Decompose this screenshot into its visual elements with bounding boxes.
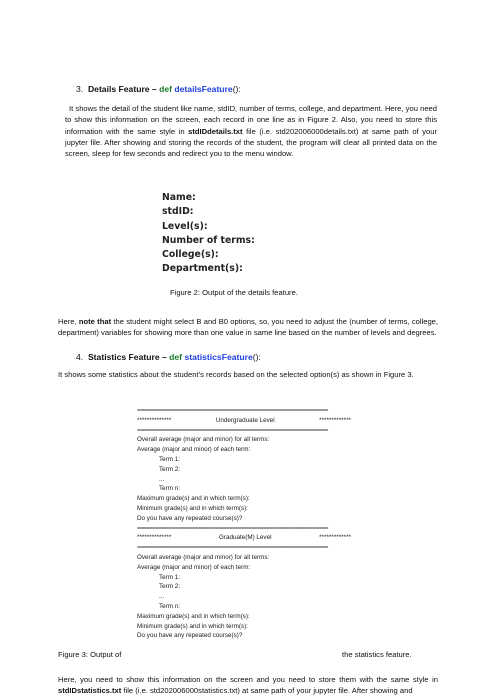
store-text-part-1: Here, you need to show this information on the screen and you need to store them with the same style in — [58, 675, 438, 684]
figure-3-output — [137, 406, 351, 654]
term-line: Term n: — [159, 602, 180, 610]
overall-average: Overall average (major and minor) for all terms: — [137, 436, 270, 444]
stars-left: ************** — [137, 534, 172, 542]
maximum-grade: Maximum grade(s) and in which term(s): — [137, 612, 250, 620]
note-text-part-2: the student might select B and B0 options, so, you need to adjust the (number of terms, college, department) variables for showing more than one value in same line based on the number of levels and degrees. — [58, 317, 438, 338]
term-line: Term 2: — [159, 465, 180, 473]
stars-right: ************* — [319, 416, 351, 424]
minimum-grade: Minimum grade(s) and in which term(s): — [137, 622, 248, 630]
term-line: Term 2: — [159, 583, 180, 591]
section-number: 4. — [76, 352, 84, 362]
details-text-part-1: It shows the detail of the student like name, stdID, number of terms, college, and department. Here, you need to show this information on the screen, each record in one line as in Figure 2. Also, you need to store this information with the same style in — [65, 104, 437, 136]
function-name: detailsFeature — [174, 84, 233, 94]
function-name: statisticsFeature — [184, 352, 253, 362]
maximum-grade: Maximum grade(s) and in which term(s): — [137, 495, 250, 503]
section-3-heading — [76, 84, 241, 94]
term-ellipsis: ... — [159, 593, 165, 601]
def-keyword: def — [169, 352, 185, 362]
figure-2-line: Department(s): — [162, 263, 243, 275]
def-keyword: def — [159, 84, 175, 94]
average-each-term: Average (major and minor) of each term: — [137, 446, 251, 454]
section-4-heading — [76, 352, 261, 362]
average-each-term: Average (major and minor) of each term: — [137, 563, 251, 571]
figure-3-caption-right: the statistics feature. — [342, 650, 412, 659]
details-text-part-2: file (i.e. std202006000details.txt) at same path of your jupyter file. After showing and storing the records of the student, the program will clear all printed data on the screen, sleep for few seconds and redirect you to the menu window. — [65, 126, 437, 159]
section-number: 3. — [76, 84, 84, 94]
separator-line: ============================================================== — [137, 524, 328, 532]
function-suffix: (): — [232, 84, 241, 94]
function-suffix: (): — [252, 352, 261, 362]
section-title: Details Feature – — [87, 84, 160, 94]
figure-2-caption: Figure 2: Output of the details feature. — [170, 288, 298, 297]
figure-2-line: Level(s): — [162, 220, 208, 232]
overall-average: Overall average (major and minor) for all terms: — [137, 553, 270, 561]
figure-2-line: Name: — [162, 192, 196, 203]
repeated-courses: Do you have any repeated course(s)? — [137, 514, 243, 522]
figure-2-line: stdID: — [162, 206, 194, 218]
statistics-filename: stdIDstatistics.txt — [58, 686, 122, 696]
statistics-paragraph: It shows some statistics about the student’s records based on the selected option(s) as shown in Figure 3. — [58, 370, 414, 379]
level-header — [137, 416, 351, 426]
figure-2-output — [162, 191, 255, 277]
figure-3-caption-left: Figure 3: Output of — [58, 650, 122, 659]
level-title: Undergraduate Level — [215, 416, 275, 424]
separator-line: ============================================================== — [137, 544, 328, 552]
stars-right: ************* — [319, 534, 351, 542]
details-filename: stdIDdetails.txt — [188, 126, 243, 136]
store-statistics-paragraph — [58, 674, 438, 697]
term-line: Term 1: — [159, 573, 180, 581]
separator-line: ============================================================== — [137, 407, 328, 414]
level-title: Graduate(M) Level — [218, 534, 272, 542]
separator-line: ============================================================== — [137, 426, 328, 434]
section-title: Statistics Feature – — [87, 352, 170, 362]
note-paragraph — [58, 316, 438, 339]
minimum-grade: Minimum grade(s) and in which term(s): — [137, 504, 248, 512]
level-header — [137, 533, 351, 543]
note-bold: note that — [78, 317, 112, 326]
figure-2-line: College(s): — [162, 249, 219, 261]
store-text-part-2: file (i.e. std202006000statistics.txt) at same path of your jupyter file. After showing and — [121, 686, 413, 696]
details-paragraph — [65, 103, 437, 159]
term-ellipsis: ... — [159, 475, 165, 483]
figure-2-line: Number of terms: — [162, 234, 255, 246]
repeated-courses: Do you have any repeated course(s)? — [137, 632, 243, 640]
term-line: Term 1: — [159, 455, 180, 463]
note-text-part-1: Here, — [58, 317, 79, 326]
stars-left: ************** — [137, 416, 172, 424]
term-line: Term n: — [159, 485, 180, 493]
